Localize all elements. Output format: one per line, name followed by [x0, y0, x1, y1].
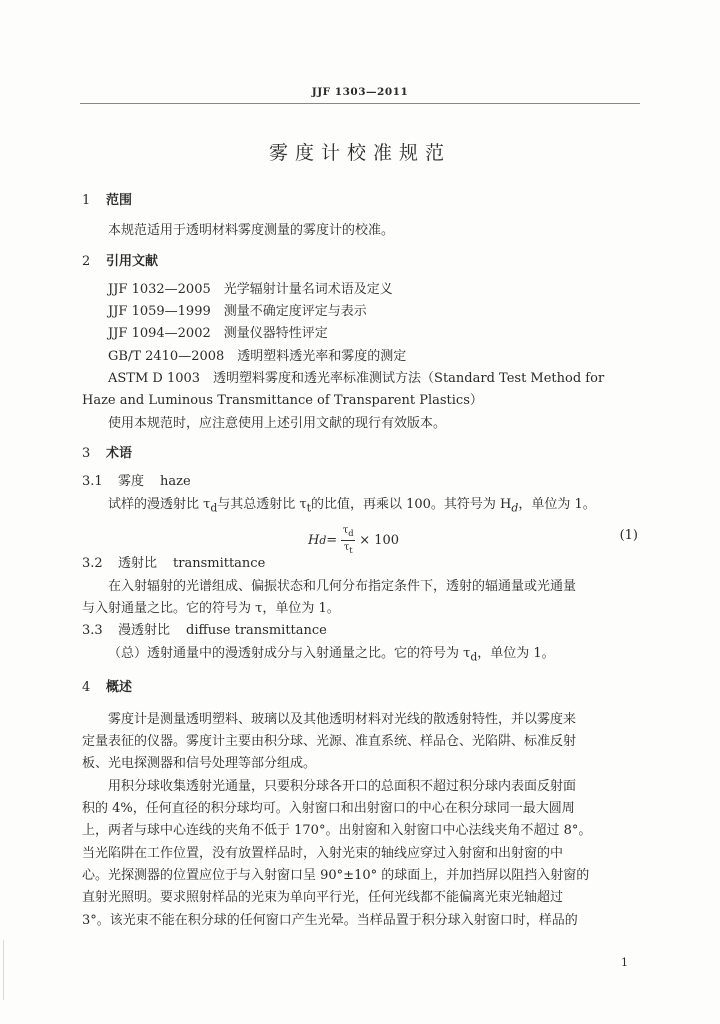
- overview-line: 定量表征的仪器。雾度计主要由积分球、光源、准直系统、样品仓、光陷阱、标准反射: [82, 734, 577, 750]
- fraction: $\frac{\tau_d}{\tau_t}$: [342, 525, 354, 556]
- reference-item: GB/T 2410—2008 透明塑料透光率和雾度的测定: [108, 348, 407, 364]
- term-3-3-definition: （总）透射通量中的漫透射成分与入射通量之比。它的符号为 $\tau_d$，单位为 1。: [108, 645, 555, 664]
- overview-line: 积的 4%，任何直径的积分球均可。入射窗口和出射窗口的中心在积分球同一最大圆周: [82, 801, 575, 817]
- overview-line: 直射光照明。要求照射样品的光束为单向平行光，任何光线都不能偏离光束光轴超过: [82, 890, 564, 906]
- page-number: 1: [621, 956, 628, 969]
- document-title: 雾度计校准规范: [268, 142, 451, 164]
- overview-line: 上，两者与球中心连线的夹角不低于 170°。出射窗和入射窗口中心法线夹角不超过 8°。: [82, 823, 592, 839]
- term-3-1-heading: 3.1 雾度 haze: [82, 474, 191, 490]
- header-rule: [80, 103, 640, 104]
- section-2-heading: 2 引用文献: [82, 253, 159, 269]
- scan-edge-mark: [3, 940, 4, 1000]
- formula-1: [82, 519, 638, 556]
- equation-number: (1): [619, 528, 638, 544]
- fraction-bar: [341, 540, 355, 541]
- overview-line: 3°。该光束不能在积分球的任何窗口产生光晕。当样品置于积分球入射窗口时，样品的: [82, 912, 578, 928]
- term-3-1-definition: 试样的漫透射比 $\tau_d$与其总透射比 $\tau_t$的比值，再乘以 100。其符号为 $H_d$，单位为 1。: [108, 496, 596, 515]
- reference-item-continued: Haze and Luminous Transmittance of Transparent Plastics）: [82, 393, 483, 409]
- term-3-2-definition-cont: 与入射通量之比。它的符号为 τ，单位为 1。: [82, 601, 340, 617]
- section-1-body: 本规范适用于透明材料雾度测量的雾度计的校准。: [108, 223, 395, 239]
- overview-line: 用积分球收集透射光通量，只要积分球各开口的总面积不超过积分球内表面反射面: [108, 778, 577, 794]
- haze-formula: H d = $\frac{\tau_d}{\tau_t}$ × 100: [308, 525, 400, 556]
- overview-line: 心。光探测器的位置应位于与入射窗口呈 90°±10° 的球面上，并加挡屏以阻挡入射窗的: [82, 867, 590, 883]
- section-4-heading: 4 概述: [82, 679, 133, 695]
- term-3-3-heading: 3.3 漫透射比 diffuse transmittance: [82, 623, 327, 639]
- reference-item: ASTM D 1003 透明塑料雾度和透光率标准测试方法（Standard Test Method for: [108, 371, 605, 387]
- running-header: JJF 1303—2011: [311, 86, 409, 98]
- reference-note: 使用本规范时，应注意使用上述引用文献的现行有效版本。: [108, 415, 447, 431]
- reference-item: JJF 1059—1999 测量不确定度评定与表示: [108, 304, 367, 320]
- document-body: [82, 190, 638, 932]
- term-3-2-definition: 在入射辐射的光谱组成、偏振状态和几何分布指定条件下，透射的辐通量或光通量: [108, 578, 577, 594]
- overview-line: 板、光电探测器和信号处理等部分组成。: [82, 756, 317, 772]
- section-1-heading: 1 范围: [82, 193, 133, 208]
- term-3-2-heading: 3.2 透射比 transmittance: [82, 556, 266, 572]
- overview-line: 当光陷阱在工作位置，没有放置样品时，入射光束的轴线应穿过入射窗和出射窗的中: [82, 845, 564, 861]
- overview-line: 雾度计是测量透明塑料、玻璃以及其他透明材料对光线的散透射特性，并以雾度来: [108, 711, 577, 727]
- section-3-heading: 3 术语: [82, 445, 133, 461]
- reference-item: JJF 1094—2002 测量仪器特性评定: [108, 326, 328, 342]
- reference-item: JJF 1032—2005 光学辐射计量名词术语及定义: [108, 281, 393, 297]
